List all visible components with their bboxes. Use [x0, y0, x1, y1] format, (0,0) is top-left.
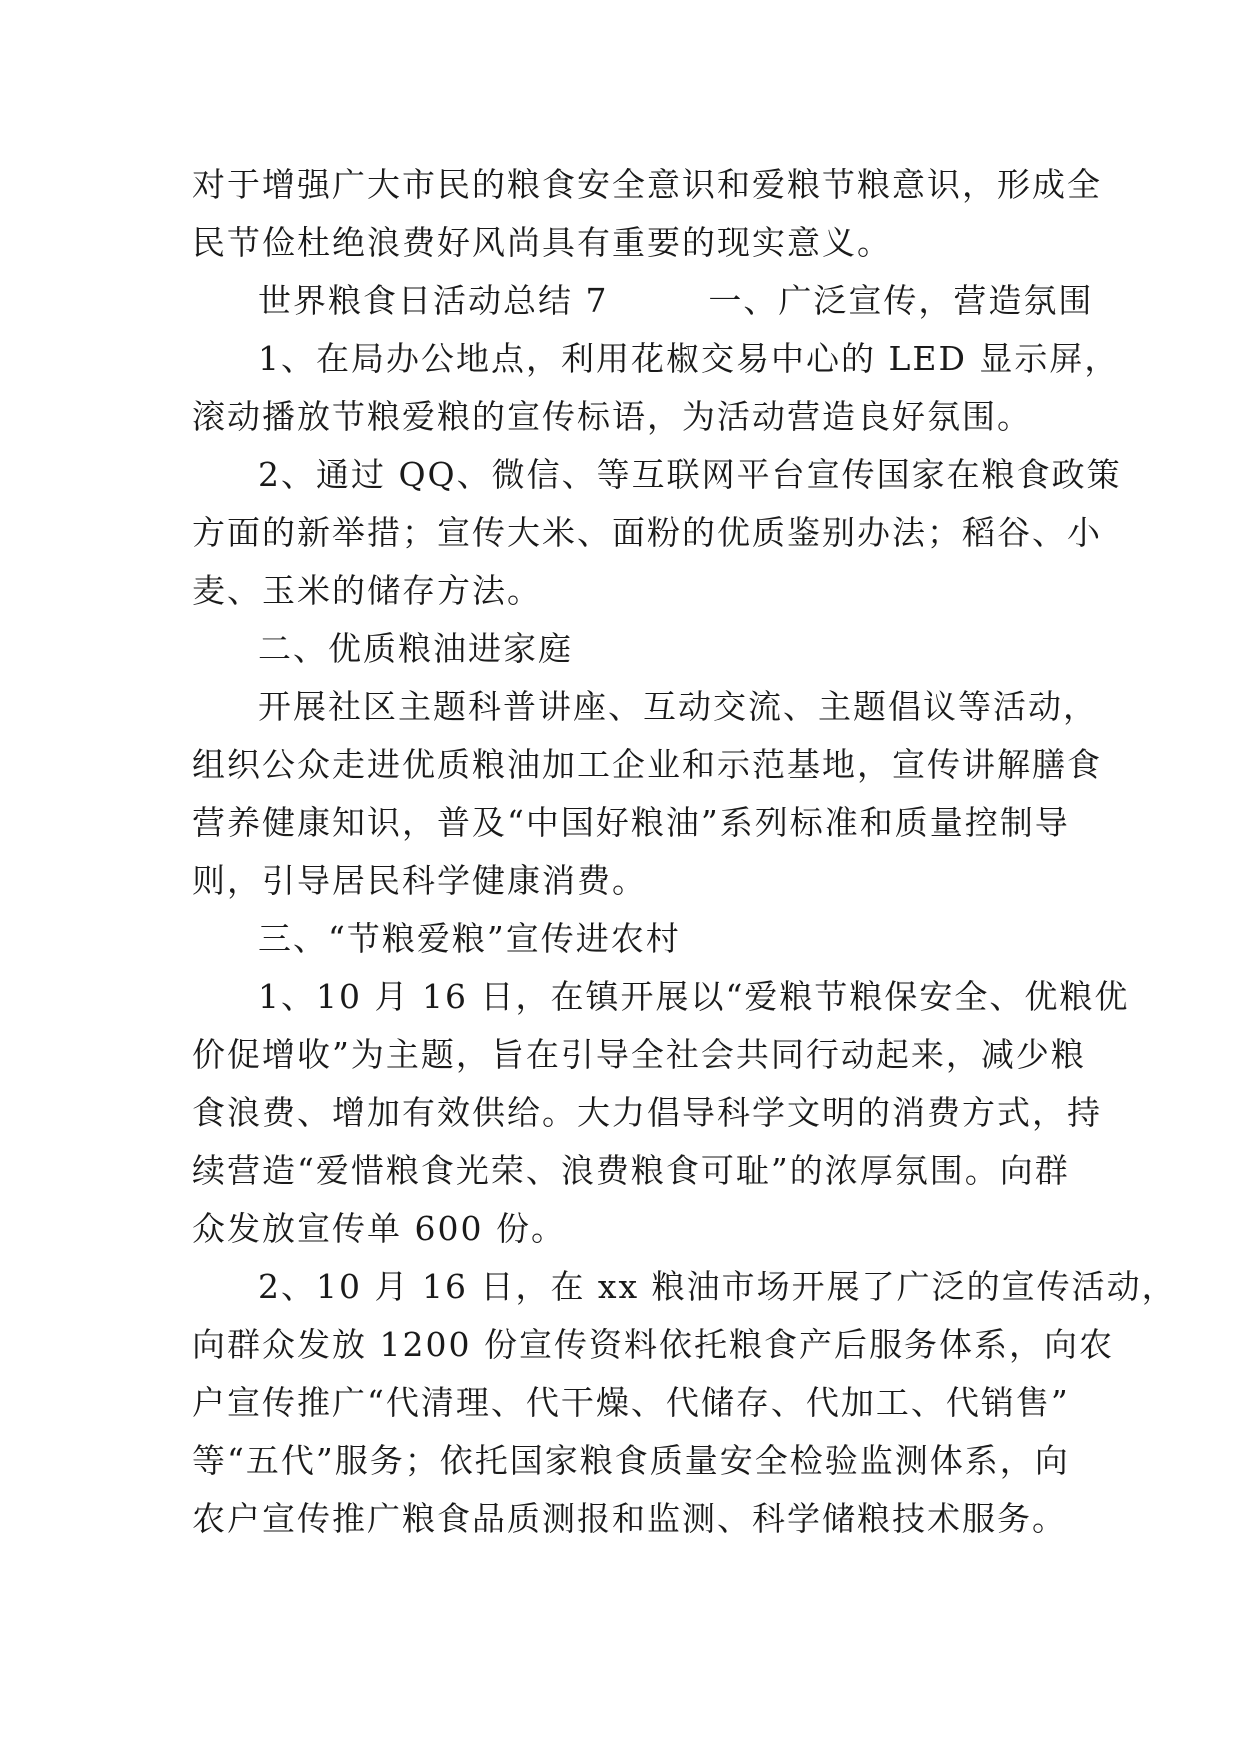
section-heading-line: 世界粮食日活动总结 7 一、广泛宣传，营造氛围: [258, 281, 1094, 320]
paragraph-line: 滚动播放节粮爱粮的宣传标语，为活动营造良好氛围。: [192, 397, 1032, 436]
paragraph-line: 开展社区主题科普讲座、互动交流、主题倡议等活动，: [258, 687, 1098, 726]
paragraph-line: 向群众发放 1200 份宣传资料依托粮食产后服务体系，向农: [192, 1325, 1114, 1364]
paragraph-line: 价促增收”为主题，旨在引导全社会共同行动起来，减少粮: [192, 1035, 1086, 1074]
paragraph-line: 1、10 月 16 日，在镇开展以“爱粮节粮保安全、优粮优: [258, 977, 1130, 1016]
paragraph-line: 众发放宣传单 600 份。: [192, 1209, 566, 1248]
paragraph-line: 营养健康知识，普及“中国好粮油”系列标准和质量控制导: [192, 803, 1070, 842]
paragraph-line: 对于增强广大市民的粮食安全意识和爱粮节粮意识，形成全: [192, 165, 1102, 204]
paragraph-line: 2、10 月 16 日，在 xx 粮油市场开展了广泛的宣传活动，: [258, 1267, 1177, 1306]
section-heading-line: 三、“节粮爱粮”宣传进农村: [258, 919, 681, 958]
paragraph-line: 户宣传推广“代清理、代干燥、代储存、代加工、代销售”: [192, 1383, 1070, 1422]
paragraph-line: 1、在局办公地点，利用花椒交易中心的 LED 显示屏，: [258, 339, 1120, 378]
paragraph-line: 则，引导居民科学健康消费。: [192, 861, 647, 900]
paragraph-line: 续营造“爱惜粮食光荣、浪费粮食可耻”的浓厚氛围。向群: [192, 1151, 1070, 1190]
document-body: [192, 156, 1177, 1548]
paragraph-line: 方面的新举措；宣传大米、面粉的优质鉴别办法；稻谷、小: [192, 513, 1102, 552]
paragraph-line: 2、通过 QQ、微信、等互联网平台宣传国家在粮食政策: [258, 455, 1122, 494]
paragraph-line: 麦、玉米的储存方法。: [192, 571, 542, 610]
paragraph-line: 等“五代”服务；依托国家粮食质量安全检验监测体系，向: [192, 1441, 1070, 1480]
section-heading-line: 二、优质粮油进家庭: [258, 629, 573, 668]
paragraph-line: 组织公众走进优质粮油加工企业和示范基地，宣传讲解膳食: [192, 745, 1102, 784]
paragraph-line: 食浪费、增加有效供给。大力倡导科学文明的消费方式，持: [192, 1093, 1102, 1132]
paragraph-line: 民节俭杜绝浪费好风尚具有重要的现实意义。: [192, 223, 892, 262]
paragraph-line: 农户宣传推广粮食品质测报和监测、科学储粮技术服务。: [192, 1499, 1067, 1538]
